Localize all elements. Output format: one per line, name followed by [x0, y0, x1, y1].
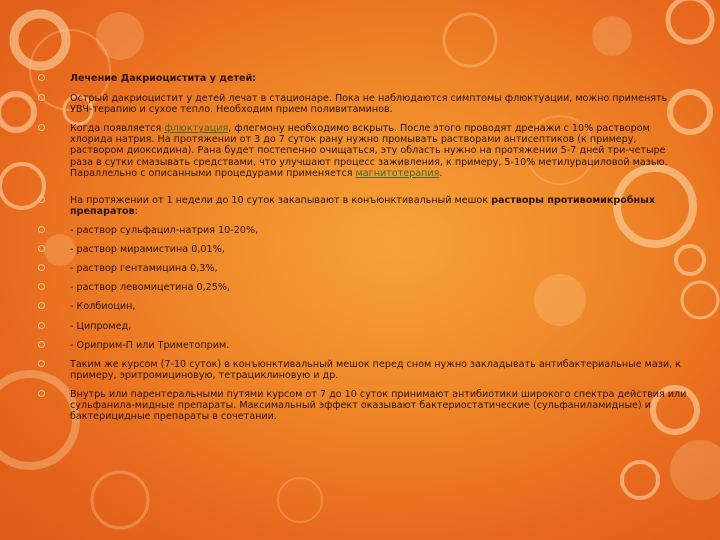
- text-link[interactable]: флюктуация: [164, 123, 229, 134]
- bullet-icon: [38, 360, 45, 367]
- bullet-icon: [38, 264, 45, 271]
- bullet-icon: [38, 390, 45, 397]
- item-text: - раствор гентамицина 0,3%,: [70, 263, 218, 274]
- bullet-icon: [38, 74, 45, 81]
- list-item: [38, 123, 688, 179]
- list-item: [38, 93, 688, 115]
- bold-text: Лечение Дакриоцистита у детей:: [70, 73, 257, 84]
- list-item: [38, 359, 688, 381]
- item-text: - Ориприм-П или Триметоприм.: [70, 340, 230, 351]
- list-item: [38, 282, 230, 293]
- bullet-icon: [38, 196, 45, 203]
- list-item: [38, 340, 229, 351]
- list-item: [38, 244, 225, 255]
- list-item: [38, 263, 218, 274]
- bullet-icon: [38, 124, 45, 131]
- list-item: [38, 321, 131, 332]
- item-text: - раствор левомицетина 0,25%,: [70, 282, 231, 293]
- bullet-icon: [38, 341, 45, 348]
- item-text: - раствор сульфацил-натрия 10-20%,: [70, 225, 259, 236]
- item-text: - раствор мирамистина 0,01%,: [70, 244, 225, 255]
- bullet-icon: [38, 245, 45, 252]
- list-item: [38, 195, 688, 217]
- bullet-icon: [38, 226, 45, 233]
- list-item: [38, 389, 688, 423]
- item-text: .: [439, 167, 443, 179]
- item-text: На протяжении от 1 недели до 10 суток закапывают в конъюнктивальный мешок: [70, 195, 492, 206]
- list-item: [38, 301, 135, 312]
- item-text: Острый дакриоцистит у детей лечат в стационаре. Пока не наблюдаются симптомы флюктуации, можно применять УВЧ-терапию и сухое тепло. Необходим прием поливитаминов.: [70, 93, 668, 116]
- bold-text: растворы противомикробных препаратов: [70, 195, 656, 218]
- item-text: - Ципромед,: [70, 321, 132, 332]
- bullet-icon: [38, 94, 45, 101]
- bullet-icon: [38, 283, 45, 290]
- text-link[interactable]: магнитотерапия: [355, 167, 440, 179]
- list-item: [38, 225, 258, 236]
- item-text: - Колбиоцин,: [70, 301, 136, 312]
- item-text: Когда появляется: [70, 123, 165, 134]
- item-text: :: [134, 206, 138, 218]
- item-text: Внутрь или парентеральными путями курсом от 7 до 10 суток принимают антибиотики широкого спектра действия или сульфанила-мидные препараты. Максимальный эффект оказывают бактериостатические (сульфаниламидные) и бактерицидные препараты в сочетании.: [70, 389, 687, 423]
- item-text: , флегмону необходимо вскрыть. После этого проводят дренажи с 10% раствором хлорида натрия. На протяжении от 3 до 7 суток рану нужно промывать растворами антисептиков (к примеру, раствором диоксидина). Рана будет постепенно очищаться, эту область нужно на протяжении 5-7 дней три-четыре раза в сутки смазывать средствами, что улучшают процесс заживления, к примеру, 5-10% метилурациловой мазью. Параллельно с описанными процедурами применяется: [70, 123, 668, 179]
- item-text: Таким же курсом (7-10 суток) в конъюнктивальный мешок перед сном нужно закладывать антибактериальные мази, к примеру, эритромициновую, тетрациклиновую и др.: [70, 359, 682, 382]
- bullet-icon: [38, 322, 45, 329]
- list-item: [38, 73, 256, 84]
- bullet-icon: [38, 302, 45, 309]
